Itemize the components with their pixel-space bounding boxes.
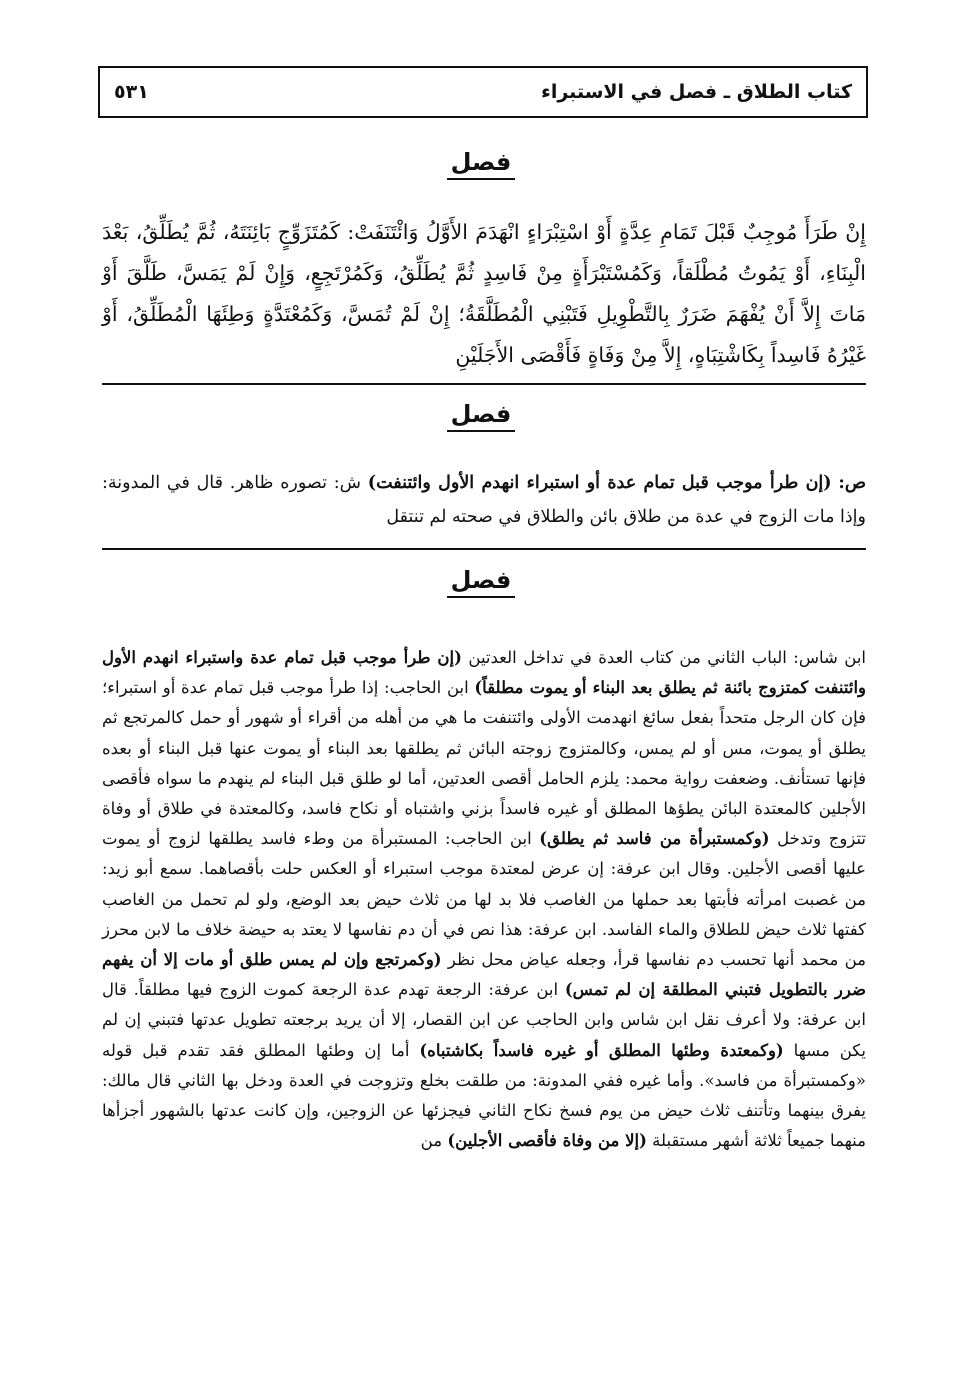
matn-text: إِنْ طَرَأَ مُوجِبٌ قَبْلَ تَمَامِ عِدَّةٍ أَوْ اسْتِبْرَاءٍ انْهَدَمَ الأَوَّلُ وَائْتَنَفَتْ: كَمُتَزَوِّجٍ بَائِنَتَهُ، ثُمَّ يُطَلِّقُ، بَعْدَ الْبِنَاءِ، أَوْ يَمُوتُ مُطْلَقاً، وَكَمُسْتَبْرَأَةٍ مِنْ فَاسِدٍ ثُمَّ يُطَلِّقُ، وَكَمُرْتَجِعٍ، وَإِنْ لَمْ يَمَسَّ، طَلَّقَ أَوْ مَاتَ إِلاَّ أَنْ يُفْهَمَ ضَرَرٌ بِالتَّطْوِيلِ فَتَبْنِي الْمُطَلَّقَةُ؛ إِنْ لَمْ تُمَسَّ، وَكَمُعْتَدَّةٍ وَطِئَهَا الْمُطَلِّقُ، أَوْ غَيْرُهُ فَاسِداً بِكَاشْتِبَاهٍ، إِلاَّ مِنْ وَفَاةٍ فَأَقْصَى الأَجَلَيْنِ xyxy=(102,220,866,367)
body-quote-1: (إن طرأ موجب قبل تمام عدة واستبراء انهدم الأول وائتنفت كمتزوج بائنة ثم يطلق بعد البناء أو يموت مطلقاً) xyxy=(102,648,867,698)
body-p2: ابن الحاجب: إذا طرأ موجب قبل تمام عدة أو استبراء؛ فإن كان الرجل متحداً بفعل سائغ انهدمت الأولى وائتنفت ما هي من أهله من أقراء أو شهور أو حمل كالمرتجع ثم يطلق أو يموت، مس أو لم يمس، وكالمتزوج زوجته البائن ثم يطلقها بعد البناء أو يموت عنها قبل البناء أو بعده فإنها تستأنف. وضعفت رواية محمد: يلزم الحامل أقصى العدتين، أما لو طلق قبل البناء لم ينهدم ما سواه فأقصى الأجلين كالمعتدة البائن يطؤها المطلق أو غيره فاسداً بزني واشتباه أو نكاح فاسد، وكالمعتدة في طلاق أو وفاة تتزوج وتدخل xyxy=(102,678,867,849)
commentary-body xyxy=(102,643,866,1156)
section-heading-3-text: فصل xyxy=(447,566,516,598)
section-heading-2-text: فصل xyxy=(447,400,516,432)
sharh-label: ص: xyxy=(838,473,866,493)
page-number: ٥٣١ xyxy=(114,81,149,103)
body-quote-4: (وكمعتدة وطئها المطلق أو غيره فاسداً بكاشتباه) xyxy=(419,1040,784,1060)
running-header xyxy=(98,66,868,118)
section-heading-3 xyxy=(0,566,962,594)
body-quote-3: (وكمرتجع وإن لم يمس طلق أو مات إلا أن يفهم ضرر بالتطويل فتبني المطلقة إن لم تمس) xyxy=(102,950,866,1000)
body-p4: ابن عرفة: الرجعة تهدم عدة الرجعة كموت الزوج فيها مطلقاً. قال ابن عرفة: ولا أعرف نقل ابن شاس وابن الحاجب عن ابن القصار، إلا أن يريد برجعته تطويل عدتها فتبني إن لم يكن مسها xyxy=(102,980,866,1060)
body-quote-5: (إلا من وفاة فأقصى الأجلين) xyxy=(447,1131,647,1151)
section-heading-1 xyxy=(0,148,962,176)
body-quote-2: (وكمستبرأة من فاسد ثم يطلق) xyxy=(539,829,770,849)
divider-1 xyxy=(102,383,866,385)
header-title: كتاب الطلاق ـ فصل في الاستبراء xyxy=(541,81,852,103)
section-heading-1-text: فصل xyxy=(447,148,516,180)
section-heading-2 xyxy=(0,400,962,428)
divider-2 xyxy=(102,548,866,550)
sharh-intro xyxy=(102,466,866,534)
body-p5: أما إن وطئها المطلق فقد تقدم قبل قوله «وكمستبرأة من فاسد». وأما غيره ففي المدونة: من طلقت بخلع وتزوجت في العدة ودخل بها الثاني قال مالك: يفرق بينهما وتأتنف ثلاث حيض من يوم فسخ نكاح الثاني فيجزئها عن الزوجين، وإن كانت عدتها بالشهور أجزأها منهما جميعاً ثلاثة أشهر مستقبلة xyxy=(102,1040,866,1151)
sharh-after: ش: تصوره ظاهر. قال في المدونة: وإذا مات الزوج في عدة من طلاق بائن والطلاق في صحته لم تنتقل xyxy=(102,473,866,527)
body-p6: من xyxy=(420,1131,443,1151)
body-p3: ابن الحاجب: المستبرأة من وطء فاسد يطلقها لزوج أو يموت عليها أقصى الأجلين. وقال ابن عرفة: إن عرض لمعتدة موجب استبراء أو العكس حلت بأقصاهما. سمع أبو زيد: من غصبت امرأته فأبتها بعد حملها من الغاصب فلا بد لها من ثلاث حيض بعد الوضع، ولو لم تحمل من الغاصب كفتها ثلاث حيض للطلاق والماء الفاسد. ابن عرفة: هذا نص في أن دم نفاسها لا يعتد به حيضة خلاف ما لابن محرز من محمد أنها تحسب دم نفاسها قرأ، وجعله عياض محل نظر xyxy=(102,829,866,970)
sharh-quote: (إن طرأ موجب قبل تمام عدة أو استبراء انهدم الأول وائتنفت) xyxy=(367,473,832,493)
body-p1: ابن شاس: الباب الثاني من كتاب العدة في تداخل العدتين xyxy=(468,648,867,667)
